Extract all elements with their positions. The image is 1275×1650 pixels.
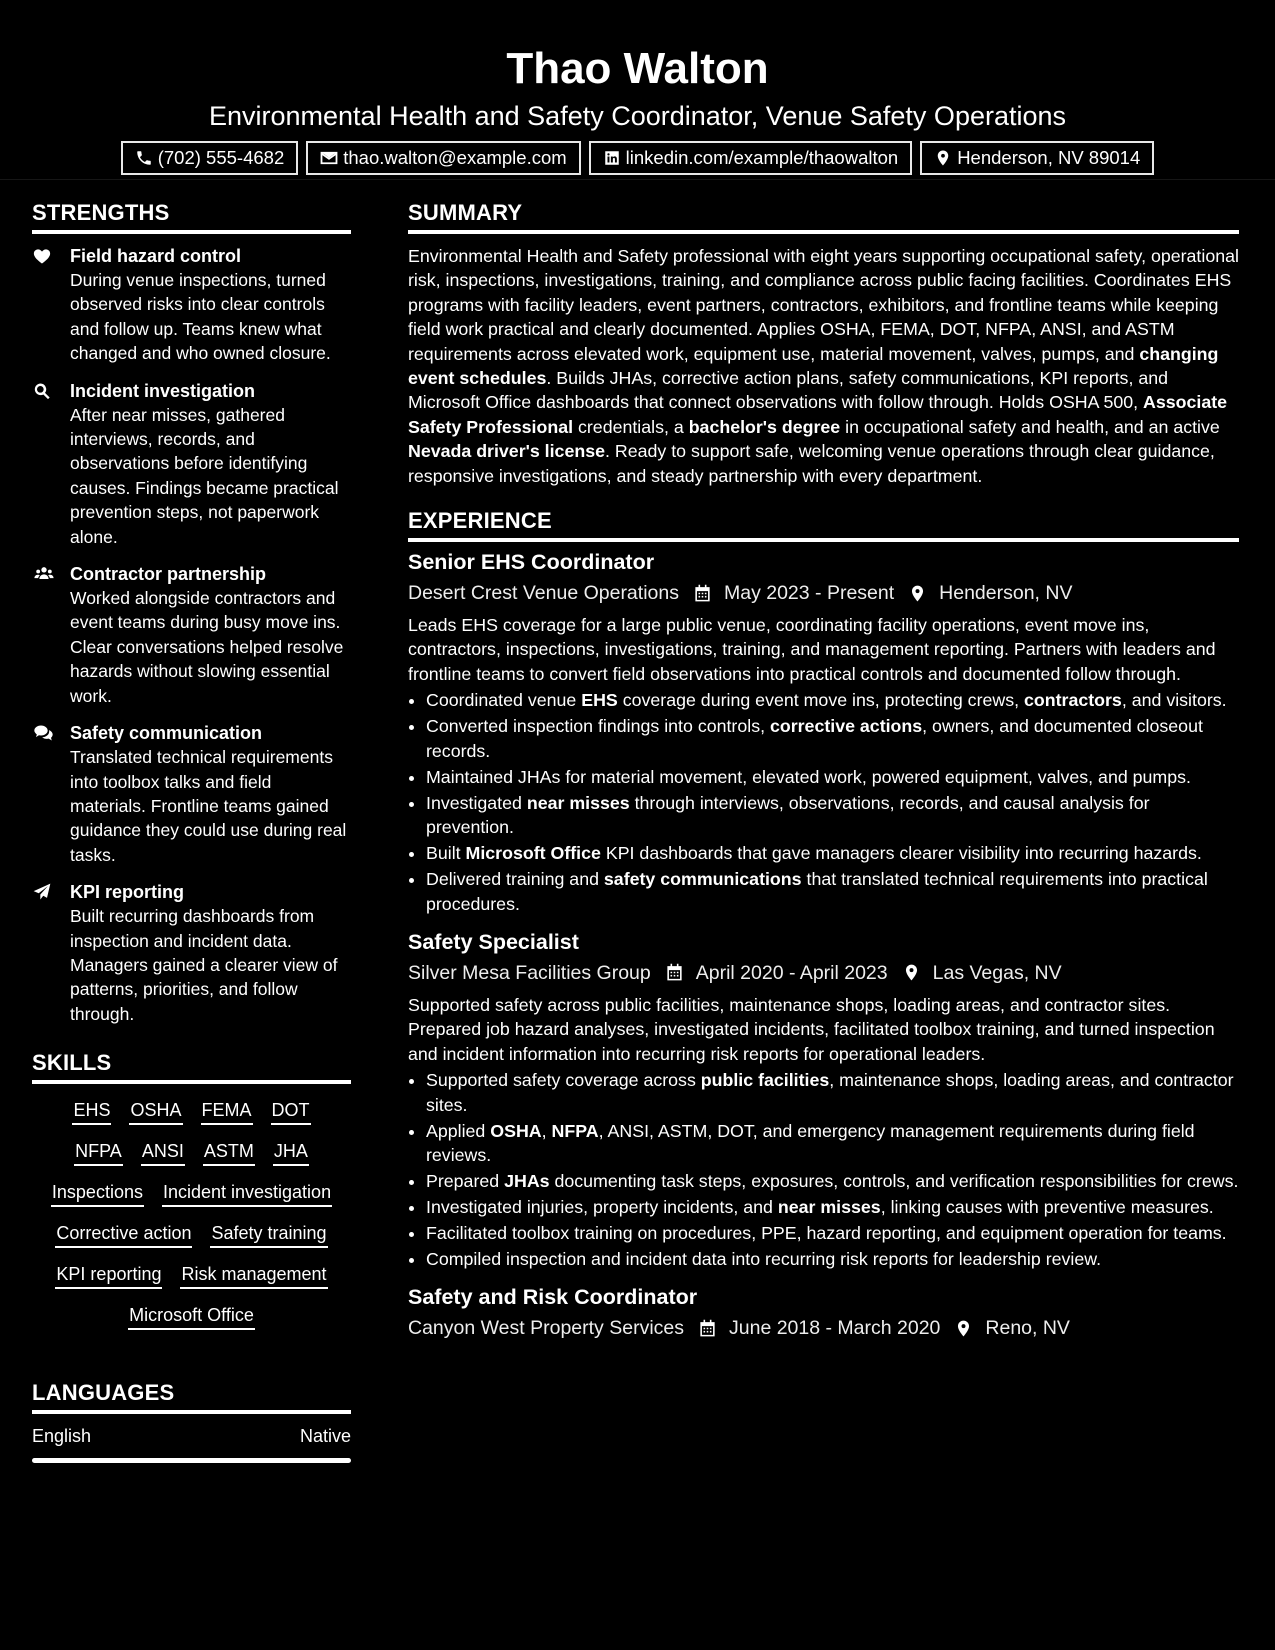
contact-linkedin[interactable] bbox=[589, 141, 913, 175]
skill-tag: ANSI bbox=[141, 1139, 185, 1166]
job-description: Leads EHS coverage for a large public venue, coordinating facility operations, event move ins, contractors, inspections, investigations, training, and management reporting. Partners with leaders and frontline teams to convert field observations into practical controls and documented follow through. bbox=[408, 615, 1216, 684]
job-company: Desert Crest Venue Operations bbox=[408, 582, 679, 605]
contact-location-text: Henderson, NV 89014 bbox=[957, 147, 1141, 168]
calendar-icon bbox=[693, 584, 712, 603]
job-location: Las Vegas, NV bbox=[932, 961, 1062, 984]
contact-linkedin-text: linkedin.com/example/thaowalton bbox=[625, 147, 899, 168]
skill-tag: KPI reporting bbox=[55, 1262, 162, 1289]
language-level: Native bbox=[299, 1426, 351, 1447]
contact-phone[interactable] bbox=[121, 141, 299, 175]
skills-heading: SKILLS bbox=[32, 1048, 351, 1084]
map-pin-icon bbox=[902, 963, 921, 982]
skill-tag: ASTM bbox=[203, 1139, 255, 1166]
strength-item bbox=[32, 379, 351, 549]
job-bullet: • Applied OSHA, NFPA, ANSI, ASTM, DOT, and emergency management requirements during field reviews. bbox=[426, 1119, 1239, 1168]
skills-section bbox=[32, 1048, 351, 1330]
job-bullet: • Supported safety coverage across public facilities, maintenance shops, loading areas, and contractor sites. bbox=[426, 1068, 1239, 1117]
skill-tag: FEMA bbox=[201, 1098, 253, 1125]
skill-tag: Risk management bbox=[180, 1262, 327, 1289]
job-location: Reno, NV bbox=[985, 1317, 1070, 1340]
job-bullet: • Built Microsoft Office KPI dashboards that gave managers clearer visibility into recurring hazards. bbox=[426, 841, 1239, 865]
skill-tag: OSHA bbox=[129, 1098, 182, 1125]
job-bullet: • Investigated injuries, property incidents, and near misses, linking causes with preventive measures. bbox=[426, 1195, 1239, 1219]
search-icon bbox=[32, 381, 52, 401]
job-company: Canyon West Property Services bbox=[408, 1317, 684, 1340]
job-title: Senior EHS Coordinator bbox=[408, 550, 655, 575]
language-proficiency-bar bbox=[32, 1458, 351, 1463]
calendar-icon bbox=[665, 963, 684, 982]
strength-title: Incident investigation bbox=[70, 380, 256, 401]
strength-title: Safety communication bbox=[70, 723, 263, 744]
users-icon bbox=[32, 564, 56, 584]
job-bullets bbox=[408, 1068, 1239, 1271]
linkedin-icon bbox=[603, 149, 621, 167]
contact-email-text: thao.walton@example.com bbox=[343, 147, 567, 168]
job-title: Safety Specialist bbox=[408, 929, 579, 954]
languages-heading: LANGUAGES bbox=[32, 1378, 351, 1414]
job-meta bbox=[408, 579, 1239, 607]
summary-heading: SUMMARY bbox=[408, 198, 1239, 234]
strength-description: Translated technical requirements into toolbox talks and field materials. Frontline teams gained guidance they could use during real tasks. bbox=[70, 747, 347, 865]
strength-item bbox=[32, 244, 351, 366]
strength-item bbox=[32, 562, 351, 708]
job-meta bbox=[408, 1314, 1239, 1342]
envelope-icon bbox=[320, 149, 338, 167]
job-dates: April 2020 - April 2023 bbox=[695, 961, 888, 984]
job-description: Supported safety across public facilities, maintenance shops, loading areas, and contractor sites. Prepared job hazard analyses, investigated incidents, facilitated toolbox training, and turned inspection and incident information into recurring risk reports for operational leaders. bbox=[408, 994, 1215, 1064]
skill-tag: Microsoft Office bbox=[128, 1303, 255, 1330]
job-bullet: • Prepared JHAs documenting task steps, exposures, controls, and verification responsibilities for crews. bbox=[426, 1169, 1239, 1193]
strength-description: Worked alongside contractors and event teams during busy move ins. Clear conversations helped resolve hazards without slowing essential work. bbox=[70, 588, 344, 706]
skill-tag: Inspections bbox=[51, 1180, 144, 1207]
job-title: Safety and Risk Coordinator bbox=[408, 1285, 698, 1310]
job-meta bbox=[408, 959, 1239, 987]
strength-title: Field hazard control bbox=[70, 246, 242, 266]
skill-tag: Corrective action bbox=[55, 1221, 192, 1248]
contact-email[interactable] bbox=[306, 141, 580, 175]
language-name: English bbox=[32, 1426, 92, 1447]
contact-phone-text: (702) 555-4682 bbox=[157, 147, 285, 168]
skill-tag: NFPA bbox=[74, 1139, 123, 1166]
job-bullet: • Maintained JHAs for material movement, elevated work, powered equipment, valves, and pumps. bbox=[426, 765, 1239, 789]
job-company: Silver Mesa Facilities Group bbox=[408, 961, 651, 984]
job-bullets bbox=[408, 688, 1239, 916]
resume-header bbox=[0, 0, 1275, 180]
phone-icon bbox=[135, 149, 153, 167]
strength-item bbox=[32, 880, 351, 1026]
strength-title: KPI reporting bbox=[70, 882, 185, 903]
candidate-name: Thao Walton bbox=[506, 44, 769, 93]
map-pin-icon bbox=[954, 1319, 973, 1338]
skill-tag: Safety training bbox=[210, 1221, 327, 1248]
map-pin-icon bbox=[908, 584, 927, 603]
job-bullet: • Converted inspection findings into controls, corrective actions, owners, and documented closeout records. bbox=[426, 714, 1239, 763]
contact-location[interactable] bbox=[920, 141, 1154, 175]
experience-heading: EXPERIENCE bbox=[408, 506, 1239, 542]
job-entry bbox=[408, 1283, 1239, 1342]
job-entry bbox=[408, 928, 1239, 1271]
job-bullet: • Facilitated toolbox training on procedures, PPE, hazard reporting, and equipment operation for teams. bbox=[426, 1221, 1239, 1245]
left-column bbox=[32, 198, 351, 1463]
strength-title: Contractor partnership bbox=[70, 564, 267, 585]
strength-item bbox=[32, 721, 351, 867]
skills-list bbox=[32, 1098, 351, 1330]
candidate-headline: Environmental Health and Safety Coordinator, Venue Safety Operations bbox=[208, 101, 1067, 131]
strength-description: During venue inspections, turned observed risks into clear controls and follow up. Teams knew what changed and who owned closure. bbox=[70, 270, 331, 364]
contact-bar bbox=[0, 141, 1275, 175]
experience-list bbox=[408, 548, 1239, 1342]
comments-icon bbox=[32, 723, 55, 743]
skill-tag: Incident investigation bbox=[162, 1180, 332, 1207]
map-pin-icon bbox=[934, 149, 952, 167]
job-bullet: • Coordinated venue EHS coverage during event move ins, protecting crews, contractors, and visitors. bbox=[426, 688, 1239, 712]
paper-plane-icon bbox=[32, 882, 52, 902]
language-row bbox=[32, 1424, 351, 1448]
heart-icon bbox=[32, 246, 52, 266]
job-bullet: • Delivered training and safety communications that translated technical requirements into practical procedures. bbox=[426, 867, 1239, 916]
job-dates: May 2023 - Present bbox=[723, 582, 895, 605]
job-bullet: • Compiled inspection and incident data into recurring risk reports for leadership review. bbox=[426, 1247, 1239, 1271]
job-dates: June 2018 - March 2020 bbox=[729, 1317, 941, 1340]
job-bullet: • Investigated near misses through interviews, observations, records, and causal analysis for prevention. bbox=[426, 791, 1239, 840]
languages-section bbox=[32, 1378, 351, 1463]
skill-tag: EHS bbox=[72, 1098, 111, 1125]
strengths-heading: STRENGTHS bbox=[32, 198, 351, 234]
skill-tag: JHA bbox=[273, 1139, 309, 1166]
calendar-icon bbox=[698, 1319, 717, 1338]
right-column bbox=[408, 198, 1239, 1342]
strength-description: After near misses, gathered interviews, records, and observations before identifying causes. Findings became practical prevention steps, not paperwork alone. bbox=[70, 404, 339, 547]
summary-text: Environmental Health and Safety professional with eight years supporting occupational safety, operational risk, inspections, investigations, training, and compliance across public facing facilities. Coordinates EHS programs with facility leaders, event partners, contractors, exhibitors, and frontline teams while keeping field work practical and clearly documented. Applies OSHA, FEMA, DOT, NFPA, ANSI, and ASTM requirements across elevated work, equipment use, material movement, valves, pumps, and changing event schedules. Builds JHAs, corrective action plans, safety communications, KPI reports, and Microsoft Office dashboards that connect observations with follow through. Holds OSHA 500, Associate Safety Professional credentials, a bachelor's degree in occupational safety and health, and an active Nevada driver's license. Ready to support safe, welcoming venue operations through clear guidance, responsive investigations, and steady partnership with every department. bbox=[408, 246, 1239, 486]
skill-tag: DOT bbox=[271, 1098, 311, 1125]
job-location: Henderson, NV bbox=[939, 582, 1073, 605]
job-entry bbox=[408, 548, 1239, 916]
strength-description: Built recurring dashboards from inspection and incident data. Managers gained a clearer view of patterns, priorities, and follow through. bbox=[70, 906, 338, 1024]
